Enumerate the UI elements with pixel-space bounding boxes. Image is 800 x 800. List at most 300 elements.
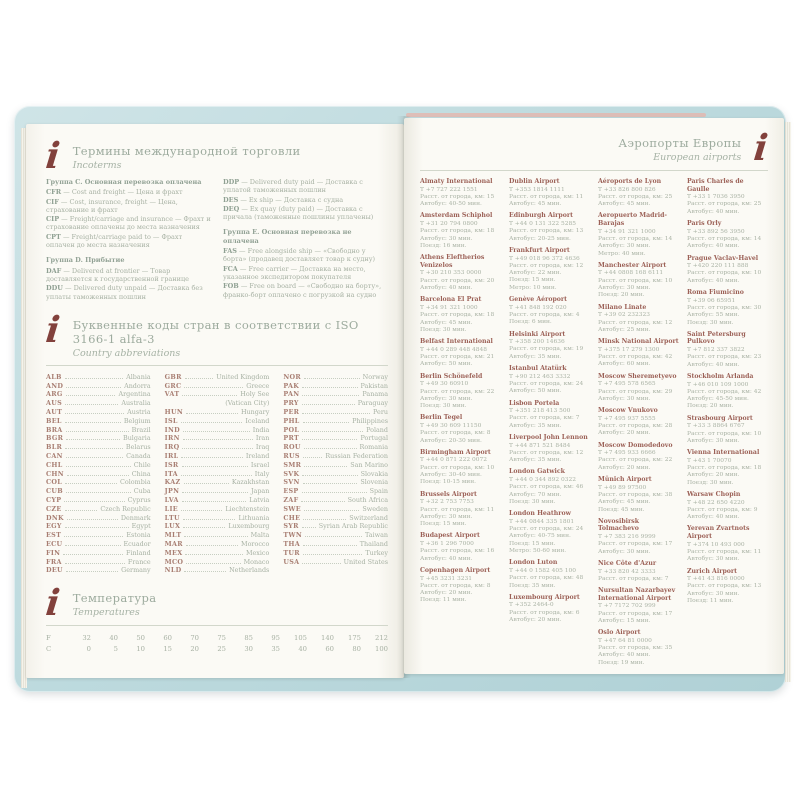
country-code: TUR	[283, 548, 300, 557]
section-subtitle: Country abbreviations	[72, 347, 181, 359]
country-name: Kazakhstan	[231, 478, 270, 487]
country-row	[165, 373, 270, 382]
country-code: ECU	[46, 540, 63, 548]
airport-entry	[420, 414, 501, 444]
country-code: ALB	[46, 372, 62, 381]
dotted-leader	[65, 404, 118, 405]
temperature-section	[43, 582, 388, 654]
country-codes-section	[43, 308, 389, 575]
country-row	[46, 478, 151, 487]
country-row	[165, 382, 270, 391]
airport-info-line: Т +49 30 609 11150	[420, 422, 482, 429]
country-row	[283, 522, 388, 531]
country-code: ITA	[164, 469, 178, 478]
country-row	[46, 487, 151, 496]
airport-name: Belfast International	[420, 338, 493, 346]
airport-info-line: Метро: 50-60 мин.	[509, 548, 567, 555]
country-code: ESP	[283, 487, 299, 496]
country-name: Norway	[362, 372, 389, 381]
dotted-leader	[304, 448, 357, 449]
airport-info-line: Т +7 495 578 6565	[598, 381, 656, 388]
incoterm-entry: FAS — Free alongside ship — «Свободно у борта» (продавец доставляет товар к судну)	[223, 247, 376, 264]
airport-entry	[598, 518, 679, 556]
dotted-leader	[65, 545, 120, 546]
country-row	[283, 478, 388, 487]
airport-info-line: Расст. от города, км: 10	[598, 277, 673, 284]
airport-entry	[687, 373, 768, 411]
dotted-leader	[184, 387, 243, 388]
incoterm-entry: CFR — Cost and freight — Цена и фрахт	[46, 188, 183, 197]
dotted-leader	[66, 466, 131, 467]
incoterm-code: DES	[223, 195, 239, 204]
incoterm-code: CIP	[46, 215, 60, 224]
dotted-leader	[186, 563, 240, 564]
country-row	[46, 390, 151, 399]
airport-entry	[420, 338, 501, 368]
dotted-leader	[304, 378, 360, 379]
country-row	[165, 452, 270, 461]
temp-value: 75	[217, 634, 226, 643]
country-code: AUS	[46, 399, 63, 408]
airport-info-line: Т +33 820 42 3333	[598, 568, 656, 575]
airports-list	[420, 178, 768, 671]
country-row	[283, 470, 388, 479]
airport-info-line: Т +48 22 650 4220	[687, 499, 745, 506]
airport-info-line: Автобус: 20 мин.	[687, 472, 740, 479]
airport-info-line: Автобус: 70 мин.	[509, 491, 562, 498]
country-row	[46, 514, 151, 523]
country-name: Holy See	[240, 390, 270, 399]
country-name: Ecuador	[123, 540, 151, 548]
incoterm-entry: DDP — Delivered duty paid — Доставка с уплатой таможенных пошлин	[223, 178, 363, 195]
country-code: JPN	[164, 487, 180, 496]
dotted-leader	[65, 510, 98, 511]
country-code: CHL	[46, 460, 63, 469]
dotted-leader	[65, 378, 123, 379]
country-code: ZAF	[283, 496, 299, 505]
airport-info-line: Поезд: 6 мин.	[509, 319, 552, 326]
country-row	[283, 549, 388, 558]
airport-info-line: Расст. от города, км: 24	[509, 526, 584, 533]
airport-entry	[420, 212, 501, 250]
country-code: MCO	[164, 557, 184, 566]
airport-entry	[509, 594, 590, 624]
country-row	[46, 531, 151, 540]
country-row	[165, 522, 270, 531]
country-row	[46, 505, 151, 514]
airport-name: Strasbourg Airport	[687, 414, 753, 422]
airport-name: Berlin Tegel	[420, 414, 463, 422]
temperature-header-text	[73, 587, 157, 618]
airport-entry	[509, 178, 590, 208]
airport-entry	[420, 567, 501, 605]
country-row	[165, 558, 270, 567]
section-subtitle: European airports	[653, 152, 742, 163]
airport-info-line: Расст. от города, км: 21	[420, 354, 495, 361]
airport-info-line: Расст. от города, км: 17	[598, 610, 673, 617]
country-row	[283, 496, 388, 505]
incoterm-code: CPT	[46, 232, 61, 241]
country-name: Philippines	[352, 416, 389, 425]
airport-info-line: Метро: 10 мин.	[509, 284, 557, 291]
country-name: Estonia	[126, 531, 151, 540]
notebook-cover	[14, 106, 786, 692]
airport-info-line: Автобус: 20-30 мин.	[420, 437, 482, 444]
airport-info-line: Автобус: 40-50 мин.	[420, 201, 482, 208]
page-edge-pink-top	[406, 113, 706, 117]
country-row	[283, 399, 388, 408]
country-name: Portugal	[360, 434, 389, 443]
airport-info-line: Автобус: 22 мин.	[509, 270, 562, 277]
country-code: IRL	[164, 452, 179, 461]
country-row	[46, 461, 151, 470]
country-row	[46, 399, 151, 408]
temp-value: 70	[190, 634, 199, 643]
country-row	[46, 443, 151, 452]
country-name: Albania	[126, 372, 151, 381]
airport-name: Barcelona El Prat	[420, 296, 482, 304]
airport-info-line: Автобус: 30 мин.	[420, 395, 473, 402]
airport-info-line: Автобус: 30 мин.	[598, 548, 651, 555]
airport-entry	[687, 415, 768, 445]
airport-info-line: Т +39 06 65951	[687, 297, 736, 304]
airport-info-line: Автобус: 40 мин.	[687, 277, 740, 284]
country-row	[46, 408, 151, 417]
airport-name: Saint Petersburg Pulkovo	[687, 330, 746, 346]
dotted-leader	[302, 413, 370, 414]
country-code: NOR	[283, 372, 301, 381]
airport-entry	[687, 525, 768, 563]
dotted-leader	[66, 431, 129, 432]
country-name: Luxembourg	[228, 522, 270, 531]
incoterm-entry: DDU — Delivered duty unpaid — Доставка без уплаты таможенных пошлин	[46, 284, 203, 301]
country-code: SVN	[283, 478, 300, 487]
incoterm-entry: CIF — Cost, insurance, freight — Цена, страхование и фрахт	[46, 197, 178, 214]
airport-info-line: Автобус: 40 мин.	[420, 285, 473, 292]
country-code: CYP	[46, 496, 62, 505]
airport-info-line: Автобус: 45 мин.	[420, 319, 473, 326]
country-name: Monaco	[243, 557, 270, 566]
country-code: DNK	[46, 513, 64, 522]
incoterms-list	[46, 178, 388, 302]
airport-entry	[598, 212, 679, 257]
airport-entry	[598, 476, 679, 514]
country-code: EGY	[46, 522, 62, 531]
country-row	[46, 470, 151, 479]
incoterm-code: DEQ	[223, 204, 240, 213]
info-icon: i	[43, 135, 62, 177]
airport-info-line: Поезд: 30 мин.	[687, 319, 734, 326]
country-name: Germany	[121, 566, 151, 575]
country-name: San Marino	[350, 460, 389, 469]
airport-info-line: Автобус: 45 мин.	[509, 201, 562, 208]
airport-info-line: Поезд: 20 мин.	[598, 292, 645, 299]
section-divider	[46, 365, 388, 366]
country-name: Pakistan	[360, 381, 389, 390]
airport-name: Moscow Vnukovo	[598, 407, 658, 415]
temp-value: 175	[348, 634, 361, 643]
dotted-leader	[186, 413, 238, 414]
airport-info-line: Метро: 40 мин.	[598, 250, 646, 257]
airport-info-line: Расст. от города, км: 10	[687, 270, 762, 277]
country-row	[165, 470, 270, 479]
country-row	[165, 496, 270, 505]
dotted-leader	[185, 378, 214, 379]
temp-value: 212	[375, 634, 388, 643]
country-name: Malta	[250, 531, 270, 540]
country-code: USA	[283, 557, 300, 566]
airport-info-line: Расст. от города, км: 6	[509, 609, 580, 616]
dotted-leader	[182, 448, 252, 449]
airport-info-line: Расст. от города, км: 46	[509, 484, 584, 491]
section-divider	[420, 170, 768, 171]
right-page	[404, 118, 784, 674]
country-name: Cuba	[133, 487, 151, 496]
dotted-leader	[65, 448, 123, 449]
dotted-leader	[302, 395, 359, 396]
airport-name: London Heathrow	[509, 510, 571, 518]
airport-info-line: Т +44 871 521 8484	[509, 442, 571, 449]
country-row	[283, 373, 388, 382]
country-row	[283, 558, 388, 567]
airport-name: Birmingham Airport	[420, 448, 491, 456]
dotted-leader	[303, 554, 362, 555]
temp-value: 25	[217, 644, 226, 653]
temp-value: 60	[325, 644, 334, 653]
airport-info-line: Автобус: 30 мин.	[598, 285, 651, 292]
incoterm-entry: CIP — Freight/carriage and insurance — Фрахт и страхование оплачены до места назначения	[46, 215, 211, 232]
airport-info-line: Поезд: 10-15 мин.	[420, 479, 477, 486]
country-name: China	[131, 469, 151, 478]
airport-name: Helsinki Airport	[509, 330, 566, 338]
airport-entry	[687, 449, 768, 487]
airport-info-line: Т +352 2464-0	[509, 602, 554, 609]
airport-info-line: Автобус: 20-25 мин.	[509, 235, 571, 242]
temp-value: 20	[190, 644, 199, 653]
airport-info-line: Т +45 3231 3231	[420, 575, 472, 582]
airport-name: Moscow Domodedovo	[598, 441, 673, 449]
info-icon: i	[752, 127, 771, 169]
airport-name: Paris Charles de Gaulle	[687, 178, 744, 193]
airport-entry	[598, 587, 679, 625]
dotted-leader	[303, 519, 346, 520]
incoterms-column	[46, 178, 211, 302]
airport-info-line: Т +39 02 232323	[598, 312, 650, 319]
airport-info-line: Расст. от города, км: 18	[420, 228, 495, 235]
airport-info-line: Т +374 10 493 000	[687, 541, 745, 548]
airport-info-line: Т +30 210 353 0000	[420, 270, 482, 277]
airport-info-line: Автобус: 60 мин.	[598, 361, 651, 368]
airport-info-line: Т +44 0844 335 1801	[509, 518, 575, 525]
temp-value: 35	[271, 644, 280, 653]
airport-info-line: Автобус: 30 мин.	[598, 395, 651, 402]
country-row	[283, 443, 388, 452]
airport-name: Genève Aéroport	[509, 296, 568, 304]
airport-info-line: Автобус: 40 мин.	[687, 243, 740, 250]
incoterm-code: FAS	[223, 247, 237, 256]
airport-info-line: Автобус: 30-40 мин.	[420, 472, 482, 479]
airport-info-line: Расст. от города, км: 18	[687, 465, 762, 472]
airport-info-line: Т +44 0 344 892 0322	[509, 477, 576, 484]
country-row	[283, 452, 388, 461]
country-row	[165, 399, 270, 408]
country-name: Brazil	[131, 425, 151, 434]
dotted-leader	[65, 483, 117, 484]
airport-info-line: Автобус: 30 мин.	[420, 235, 473, 242]
country-row	[165, 417, 270, 426]
country-name: Denmark	[120, 513, 151, 522]
country-name: Greece	[246, 381, 270, 390]
dotted-leader	[302, 563, 340, 564]
temp-value: 5	[113, 644, 118, 653]
country-row	[283, 514, 388, 523]
airport-name: Budapest Airport	[420, 532, 480, 540]
country-name: Mexico	[245, 548, 270, 557]
country-code: NLD	[164, 566, 182, 575]
airport-info-line: Расст. от города, км: 19	[509, 346, 584, 353]
airport-info-line: Расст. от города, км: 14	[598, 235, 673, 242]
airport-info-line: Расст. от города, км: 18	[420, 312, 495, 319]
airport-name: Dublin Airport	[509, 178, 560, 185]
country-row	[46, 452, 151, 461]
dotted-leader	[65, 422, 121, 423]
dotted-leader	[65, 527, 129, 528]
airport-name: Aéroports de Lyon	[598, 178, 662, 185]
dotted-leader	[182, 501, 247, 502]
country-row	[46, 522, 151, 531]
airport-entry	[598, 262, 679, 300]
country-name: Peru	[373, 408, 389, 417]
country-row	[46, 417, 151, 426]
dotted-leader	[66, 571, 118, 572]
airport-info-line: Поезд: 45 мин.	[598, 506, 645, 513]
airport-info-line: Расст. от города, км: 16	[420, 548, 495, 555]
country-name: Romania	[359, 443, 389, 452]
airport-info-line: Автобус: 40 мин.	[687, 361, 740, 368]
country-code: SWE	[283, 504, 301, 513]
country-code: ARG	[46, 390, 63, 399]
temp-value: 100	[375, 644, 388, 653]
country-row	[283, 417, 388, 426]
country-name: Latvia	[249, 496, 270, 505]
country-row	[165, 487, 270, 496]
country-code: CHE	[283, 513, 301, 522]
country-name: Sweden	[362, 504, 389, 513]
airport-info-line: Автобус: 35 мин.	[509, 422, 562, 429]
country-code: THA	[283, 540, 300, 548]
airport-info-line: Автобус: 45 мин.	[598, 201, 651, 208]
temp-unit-label: F	[46, 634, 51, 643]
dotted-leader	[303, 457, 323, 458]
airport-info-line: Т +33 3 8864 6767	[687, 423, 745, 430]
temp-value: 10	[136, 644, 145, 653]
airport-info-line: Т +358 200 14636	[509, 339, 565, 346]
airport-name: Münich Airport	[598, 476, 652, 484]
airport-info-line: Поезд: 11 мин.	[687, 598, 734, 604]
country-row	[46, 549, 151, 558]
country-code: SMR	[283, 460, 302, 469]
airport-name: Manchester Airport	[598, 261, 667, 269]
airport-info-line: Т +7 383 216 9999	[598, 534, 656, 541]
airport-info-line: Т +47 64 81 0000	[598, 637, 652, 644]
airport-info-line: Расст. от города, км: 22	[420, 388, 495, 395]
dotted-leader	[302, 387, 357, 388]
airport-info-line: Т +44 0808 168 6111	[598, 270, 664, 277]
incoterms-column	[223, 178, 388, 302]
page-stack-right	[785, 122, 791, 682]
airport-entry	[509, 296, 590, 326]
country-row	[283, 461, 388, 470]
country-code: SVK	[283, 469, 300, 478]
airport-info-line: Т +33 1 7036 3950	[687, 194, 745, 201]
airport-info-line: Поезд: 16 мин.	[420, 242, 467, 249]
airport-name: Oslo Airport	[598, 629, 641, 637]
country-row	[283, 540, 388, 549]
airport-info-line: Поезд: 20 мин.	[687, 403, 734, 410]
country-codes-header-text	[73, 314, 388, 359]
airport-name: Edinburgh Airport	[509, 212, 573, 220]
country-code: ISL	[164, 416, 178, 425]
temp-unit-label: C	[46, 644, 52, 653]
dotted-leader	[304, 510, 359, 511]
airport-info-line: Поезд: 15 мин.	[509, 277, 556, 284]
airport-entry	[598, 178, 679, 208]
temperature-row	[46, 633, 388, 644]
airport-name: Stockholm Arlanda	[687, 372, 754, 380]
airport-entry	[509, 212, 590, 242]
airport-info-line: Т +34 91 321 1000	[598, 228, 656, 235]
airport-name: Roma Fiumicino	[687, 289, 744, 297]
dotted-leader	[67, 519, 118, 520]
airport-name: Paris Orly	[687, 220, 722, 228]
airport-name: Athens Eleftherios Venizelos	[420, 254, 485, 269]
country-row	[165, 390, 270, 399]
incoterm-code: DDP	[223, 178, 240, 186]
airport-info-line: Расст. от города, км: 8	[420, 430, 491, 437]
country-code: ISR	[164, 460, 179, 469]
country-code: LUX	[164, 522, 181, 531]
airport-entry	[598, 560, 679, 583]
airport-info-line: Автобус: 50 мин.	[509, 388, 562, 395]
country-name: Cyprus	[127, 496, 151, 505]
airport-info-line: Автобус: 45 мин.	[598, 499, 651, 506]
airport-name: London Gatwick	[509, 468, 565, 476]
country-code: COL	[46, 478, 63, 487]
airport-info-line: Расст. от города, км: 14	[687, 235, 762, 242]
airport-column	[687, 178, 768, 671]
airport-info-line: Расст. от города, км: 20	[420, 277, 495, 284]
country-code: CUB	[46, 487, 63, 496]
airport-name: Luxembourg Airport	[509, 593, 580, 601]
airport-info-line: Расст. от города, км: 11	[509, 193, 584, 200]
country-row	[46, 566, 151, 575]
section-subtitle: Temperatures	[72, 607, 140, 619]
airport-name: Moscow Sheremetyevo	[598, 372, 677, 380]
country-name: Finland	[126, 548, 151, 557]
airport-info-line: Т +7 812 337 3822	[687, 347, 745, 354]
dotted-leader	[66, 395, 116, 396]
country-row	[283, 434, 388, 443]
right-page-content	[404, 118, 784, 674]
airport-info-line: Автобус: 30 мин.	[420, 513, 473, 520]
airport-entry	[509, 365, 590, 395]
country-code: CZE	[46, 504, 62, 513]
country-row	[283, 487, 388, 496]
airport-name: Amsterdam Schiphol	[420, 212, 493, 220]
temp-value: 40	[298, 644, 307, 653]
country-row	[165, 408, 270, 417]
country-name: Liechtenstein	[225, 504, 270, 513]
